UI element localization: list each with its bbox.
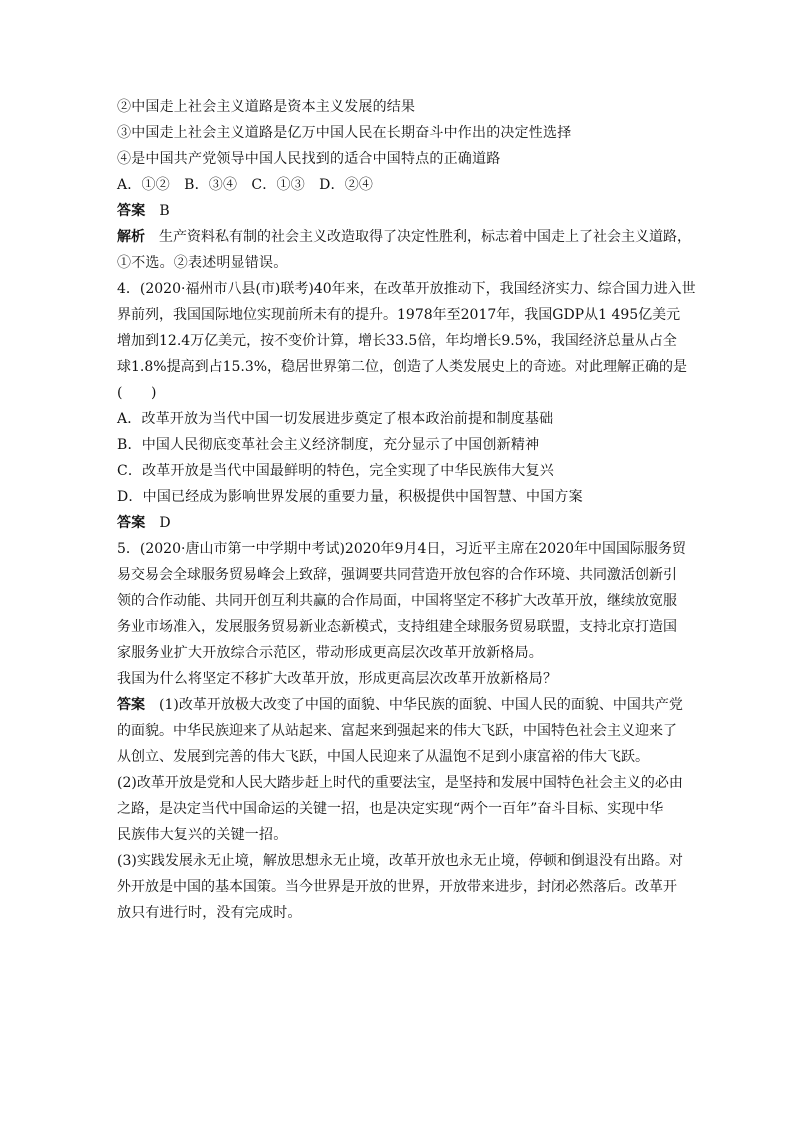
question-5-answer-4: (2)改革开放是党和人民大踏步赶上时代的重要法宝，是坚持和发展中国特色社会主义的必由 xyxy=(117,775,683,791)
answer-text: (1)改革开放极大改变了中国的面貌、中华民族的面貌、中国人民的面貌、中国共产党 xyxy=(159,697,683,713)
answer-label: 答案 xyxy=(117,697,145,713)
question-5-line-1: 5．(2020·唐山市第一中学期中考试)2020年9月4日，习近平主席在2020年中国国际服务贸 xyxy=(117,541,686,557)
question-4-answer xyxy=(117,510,679,536)
question-4-option-d: D．中国已经成为影响世界发展的重要力量，积极提供中国智慧、中国方案 xyxy=(117,489,583,505)
question-5-line-5: 家服务业扩大开放综合示范区，带动形成更高层次改革开放新格局。 xyxy=(117,645,543,661)
option-line-3: ③中国走上社会主义道路是亿万中国人民在长期奋斗中作出的决定性选择 xyxy=(117,125,572,141)
question-5-answer-8: 外开放是中国的基本国策。当今世界是开放的世界，开放带来进步，封闭必然落后。改革开 xyxy=(117,879,677,895)
question-5-line-3: 领的合作动能、共同开创互利共赢的合作局面，中国将坚定不移扩大改革开放，继续放宽服 xyxy=(117,593,677,609)
analysis-label: 解析 xyxy=(117,229,145,245)
question-5-answer-3: 从创立、发展到完善的伟大飞跃，中国人民迎来了从温饱不足到小康富裕的伟大飞跃。 xyxy=(117,749,649,765)
question-5-answer-9: 放只有进行时，没有完成时。 xyxy=(117,905,302,921)
analysis-text: 生产资料私有制的社会主义改造取得了决定性胜利，标志着中国走上了社会主义道路， xyxy=(159,229,691,245)
answer-choices: A．①② B．③④ C．①③ D．②④ xyxy=(117,177,374,193)
option-line-2: ②中国走上社会主义道路是资本主义发展的结果 xyxy=(117,99,416,115)
question-5-answer-1 xyxy=(117,692,683,718)
document-page xyxy=(117,94,696,926)
answer-line xyxy=(117,198,679,224)
analysis-continuation: ①不选。②表述明显错误。 xyxy=(117,255,288,271)
option-line-4: ④是中国共产党领导中国人民找到的适合中国特点的正确道路 xyxy=(117,151,501,167)
question-4-option-c: C．改革开放是当代中国最鲜明的特色，完全实现了中华民族伟大复兴 xyxy=(117,463,554,479)
question-4-line-3: 增加到12.4万亿美元，按不变价计算，增长33.5倍，年均增长9.5%，我国经济总量从占全 xyxy=(117,333,677,349)
question-4-line-4: 球1.8%提高到占15.3%，稳居世界第二位，创造了人类发展史上的奇迹。对此理解正确的是 xyxy=(117,359,688,375)
question-4-option-a: A．改革开放为当代中国一切发展进步奠定了根本政治前提和制度基础 xyxy=(117,411,554,427)
question-5-answer-6: 民族伟大复兴的关键一招。 xyxy=(117,827,288,843)
answer-value: D xyxy=(159,515,171,531)
question-4-line-1: 4．(2020·福州市八县(市)联考)40年来，在改革开放推动下，我国经济实力、综合国力进入世 xyxy=(117,281,696,297)
question-5-line-2: 易交易会全球服务贸易峰会上致辞，强调要共同营造开放包容的合作环境、共同激活创新引 xyxy=(117,567,677,583)
question-4-line-2: 界前列，我国国际地位实现前所未有的提升。1978年至2017年，我国GDP从1 495亿美元 xyxy=(117,307,681,323)
answer-label: 答案 xyxy=(117,203,146,219)
question-5-line-4: 务业市场准入，发展服务贸易新业态新模式，支持组建全球服务贸易联盟，支持北京打造国 xyxy=(117,619,677,635)
answer-label: 答案 xyxy=(117,515,146,531)
answer-value: B xyxy=(159,203,170,219)
question-5-prompt: 我国为什么将坚定不移扩大改革开放，形成更高层次改革开放新格局？ xyxy=(117,671,558,687)
question-5-answer-2: 的面貌。中华民族迎来了从站起来、富起来到强起来的伟大飞跃，中国特色社会主义迎来了 xyxy=(117,723,677,739)
analysis-line xyxy=(117,224,691,250)
question-4-option-b: B．中国人民彻底变革社会主义经济制度，充分显示了中国创新精神 xyxy=(117,437,540,453)
question-5-answer-7: (3)实践发展永无止境，解放思想永无止境，改革开放也永无止境，停顿和倒退没有出路。对 xyxy=(117,853,683,869)
question-5-answer-5: 之路，是决定当代中国命运的关键一招，也是决定实现“两个一百年”奋斗目标、实现中华 xyxy=(117,801,664,817)
question-4-blank: ( ) xyxy=(117,385,157,401)
